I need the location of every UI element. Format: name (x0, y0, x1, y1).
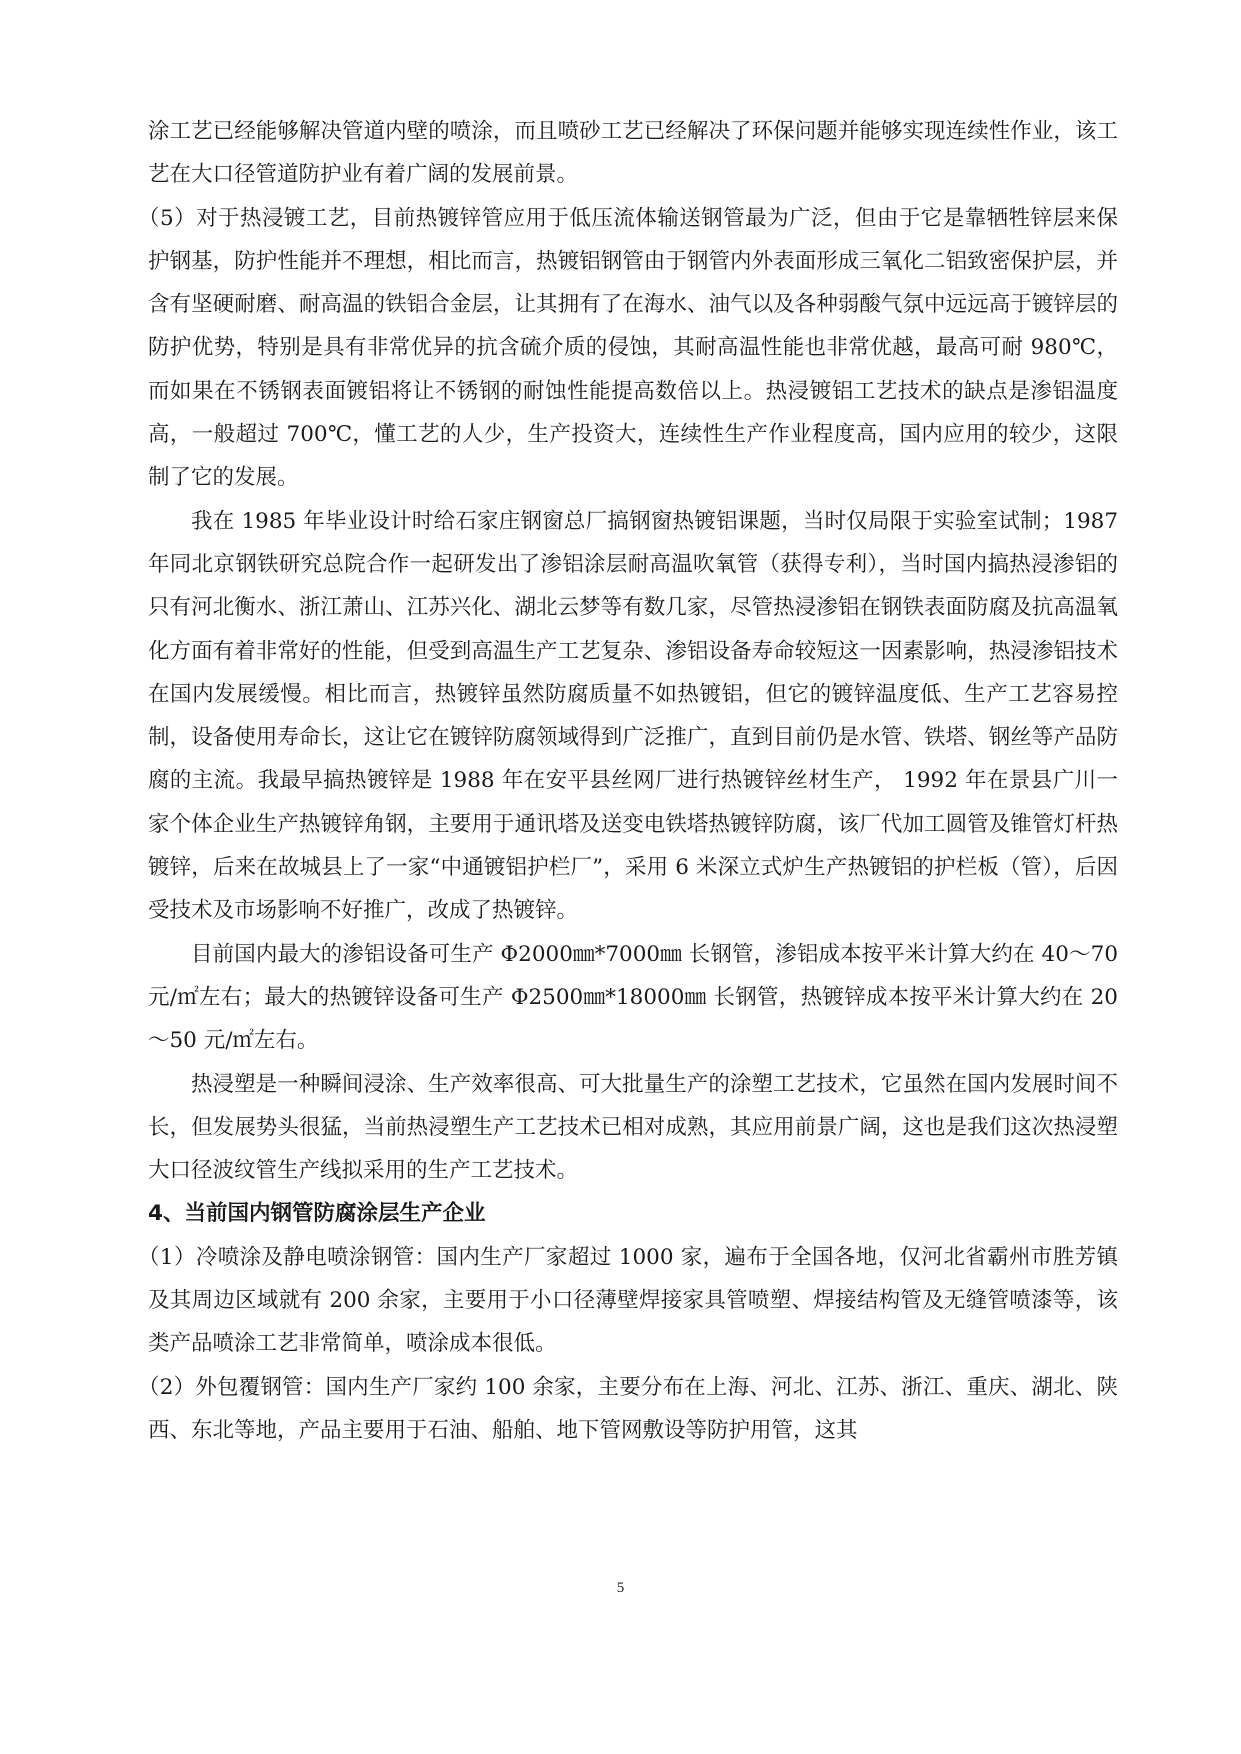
paragraph-personal-history: 我在 1985 年毕业设计时给石家庄钢窗总厂搞钢窗热镀铝课题，当时仅局限于实验室试制；1987 年同北京钢铁研究总院合作一起研发出了渗铝涂层耐高温吹氧管（获得专利），当时国内搞热浸渗铝的只有河北衡水、浙江萧山、江苏兴化、湖北云梦等有数几家，尽管热浸渗铝在钢铁表面防腐及抗高温氧化方面有着非常好的性能，但受到高温生产工艺复杂、渗铝设备寿命较短这一因素影响，热浸渗铝技术在国内发展缓慢。相比而言，热镀锌虽然防腐质量不如热镀铝，但它的镀锌温度低、生产工艺容易控制，设备使用寿命长，这让它在镀锌防腐领域得到广泛推广，直到目前仍是水管、铁塔、钢丝等产品防腐的主流。我最早搞热镀锌是 1988 年在安平县丝网厂进行热镀锌丝材生产， 1992 年在景县广川一家个体企业生产热镀锌角钢，主要用于通讯塔及送变电铁塔热镀锌防腐，该厂代加工圆管及锥管灯杆热镀锌，后来在故城县上了一家“中通镀铝护栏厂”，采用 6 米深立式炉生产热镀铝的护栏板（管），后因受技术及市场影响不好推广，改成了热镀锌。 (148, 508, 1118, 924)
paragraph-item-1: （1）冷喷涂及静电喷涂钢管：国内生产厂家超过 1000 家，遍布于全国各地，仅河北省霸州市胜芳镇及其周边区域就有 200 余家，主要用于小口径薄壁焊接家具管喷塑、焊接结构管及无缝管喷漆等，该类产品喷涂工艺非常简单，喷涂成本很低。 (138, 1244, 1118, 1357)
paragraph-item-5: （5）对于热浸镀工艺，目前热镀锌管应用于低压流体输送钢管最为广泛，但由于它是靠牺牲锌层来保护钢基，防护性能并不理想，相比而言，热镀铝钢管由于钢管内外表面形成三氧化二铝致密保护层，并含有坚硬耐磨、耐高温的铁铝合金层，让其拥有了在海水、油气以及各种弱酸气氛中远远高于镀锌层的防护优势，特别是具有非常优异的抗含硫介质的侵蚀，其耐高温性能也非常优越，最高可耐 980℃，而如果在不锈钢表面镀铝将让不锈钢的耐蚀性能提高数倍以上。热浸镀铝工艺技术的缺点是渗铝温度高，一般超过 700℃，懂工艺的人少，生产投资大，连续性生产作业程度高，国内应用的较少，这限制了它的发展。 (138, 205, 1118, 491)
paragraph-continuation: 涂工艺已经能够解决管道内壁的喷涂，而且喷砂工艺已经解决了环保问题并能够实现连续性作业，该工艺在大口径管道防护业有着广阔的发展前景。 (148, 119, 1118, 188)
section-heading: 4、当前国内钢管防腐涂层生产企业 (148, 1201, 486, 1227)
paragraph-hot-dip-plastic: 热浸塑是一种瞬间浸涂、生产效率很高、可大批量生产的涂塑工艺技术，它虽然在国内发展时间不长，但发展势头很猛，当前热浸塑生产工艺技术已相对成熟，其应用前景广阔，这也是我们这次热浸塑大口径波纹管生产线拟采用的生产工艺技术。 (148, 1071, 1118, 1184)
page-number: 5 (616, 1580, 625, 1596)
document-body (138, 110, 1118, 1452)
paragraph-item-2: （2）外包覆钢管：国内生产厂家约 100 余家，主要分布在上海、河北、江苏、浙江、重庆、湖北、陕西、东北等地，产品主要用于石油、船舶、地下管网敷设等防护用管，这其 (138, 1374, 1118, 1443)
paragraph-equipment-cost: 目前国内最大的渗铝设备可生产 Φ2000㎜*7000㎜ 长钢管，渗铝成本按平米计算大约在 40～70 元/㎡左右；最大的热镀锌设备可生产 Φ2500㎜*18000㎜ 长钢管，热镀锌成本按平米计算大约在 20～50 元/㎡左右。 (148, 941, 1118, 1054)
